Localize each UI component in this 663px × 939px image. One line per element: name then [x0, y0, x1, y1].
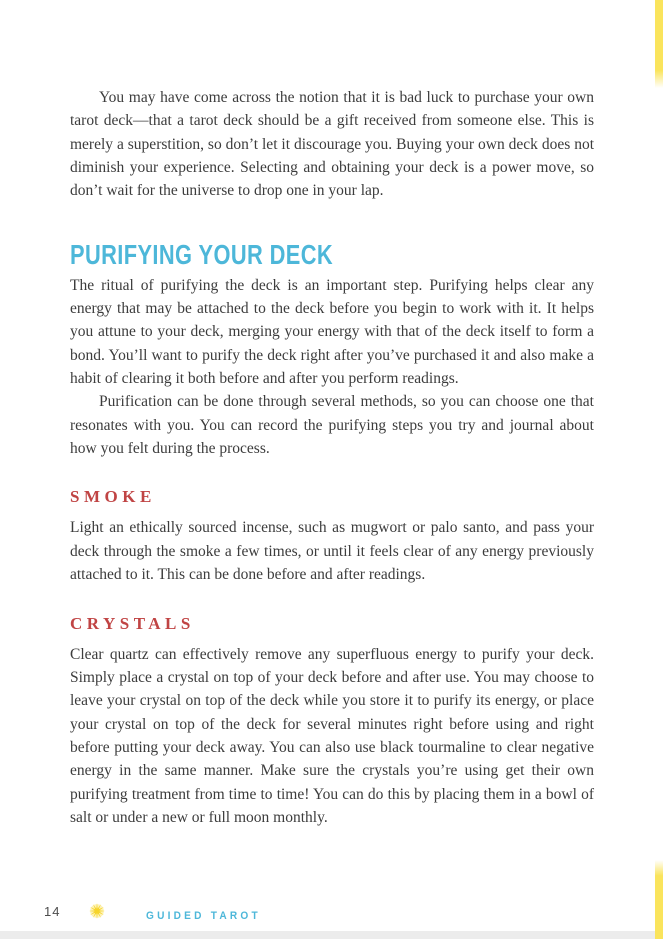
section-heading-text: PURIFYING YOUR DECK: [70, 238, 334, 270]
section-paragraph-2: Purification can be done through several methods, so you can choose one that resonates with you. You can record the purifying steps you try and journal about how you felt during the process.: [70, 393, 594, 458]
page-bottom-edge: [0, 931, 663, 939]
page-edge-color-bar-top: [655, 0, 663, 88]
intro-paragraph: You may have come across the notion that it is bad luck to purchase your own tarot deck—that a tarot deck should be a gift received from someone else. This is merely a superstition, so don’t let it discourage you. Buying your own deck does not diminish your experience. Selecting and obtaining your deck is a power move, so don’t wait for the universe to drop one in your lap.: [70, 89, 594, 200]
subsection-crystals-paragraph: Clear quartz can effectively remove any superfluous energy to purify your deck. Simply place a crystal on top of your deck before and after use. You may choose to leave your crystal on top of the deck while you store it to purify its energy, or place your crystal on top of the deck for several minutes right before using and right before putting your deck away. You can also use black tourmaline to clear negative energy in the same manner. Make sure the crystals you’re using get their own purifying treatment from time to time! You can do this by placing them in a bowl of salt or under a new or full moon monthly.: [70, 645, 594, 826]
page-content: [70, 86, 594, 829]
page-number: 14: [44, 904, 61, 919]
page-footer: [0, 900, 663, 924]
running-head: [146, 906, 271, 924]
subsection-smoke-paragraph: Light an ethically sourced incense, such as mugwort or palo santo, and pass your deck through the smoke a few times, or until it feels clear of any energy previously attached to it. This can be done before and after readings.: [70, 519, 594, 584]
subsection-heading-crystals: CRYSTALS: [70, 613, 195, 633]
sun-starburst-icon: [89, 903, 105, 919]
section-heading-purifying-your-deck: [70, 238, 594, 270]
running-head-text: GUIDED TAROT: [146, 910, 261, 922]
section-paragraph-1: The ritual of purifying the deck is an important step. Purifying helps clear any energy that may be attached to the deck before you begin to work with it. It helps you attune to your deck, merging your energy with that of the deck itself to form a bond. You’ll want to purify the deck right after you’ve purchased it and also make a habit of clearing it both before and after you perform readings.: [70, 276, 594, 388]
page-edge-color-bar-bottom: [655, 860, 663, 939]
subsection-heading-smoke: SMOKE: [70, 487, 156, 507]
